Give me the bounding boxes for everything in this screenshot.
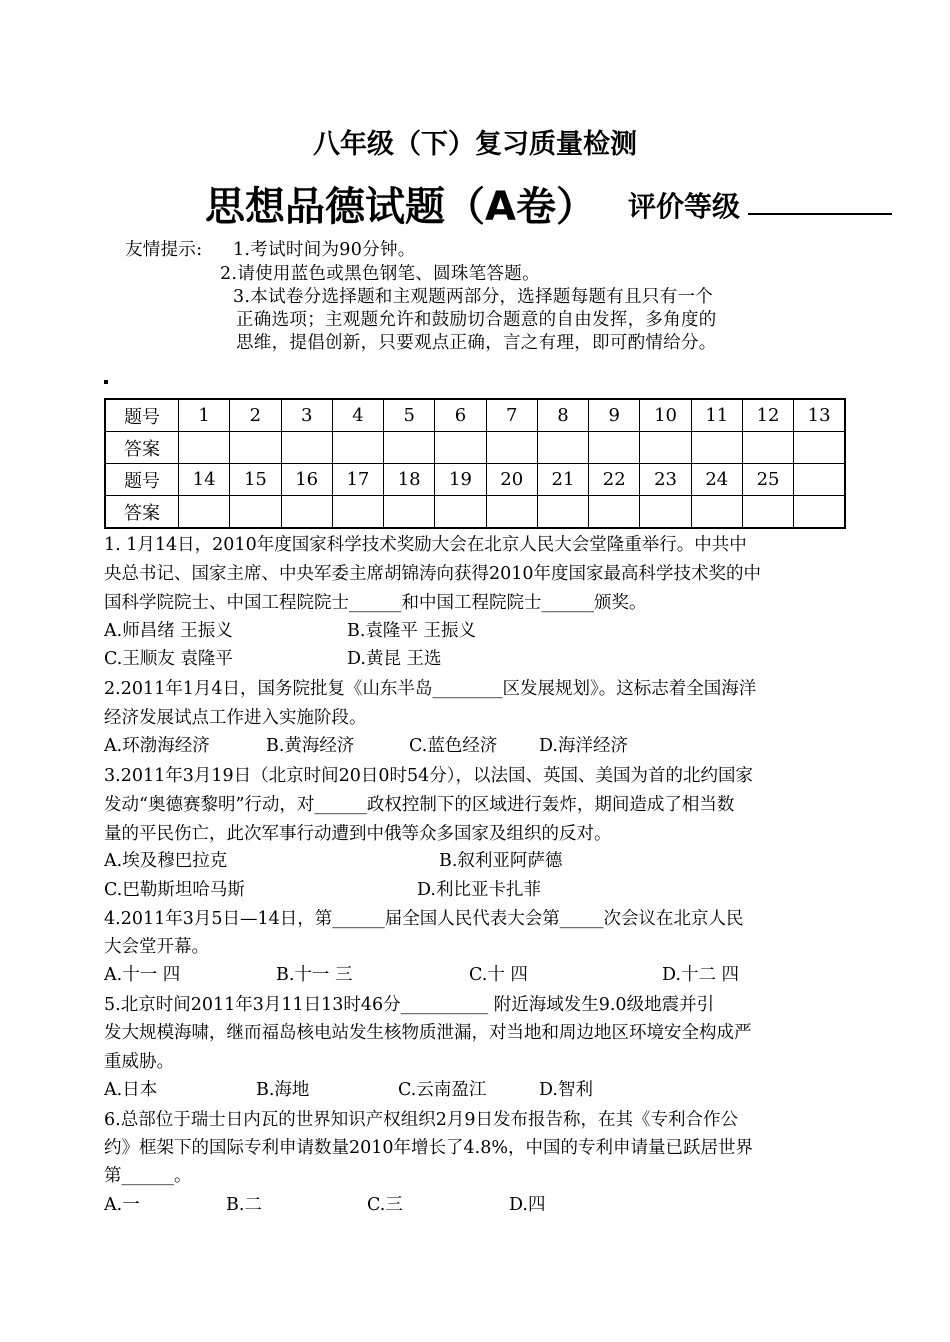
q5-stem-line-3: 重威胁。 — [104, 1052, 174, 1072]
answer-cell[interactable] — [537, 432, 588, 464]
answer-cell[interactable] — [640, 432, 691, 464]
answer-cell[interactable] — [691, 432, 742, 464]
table-row — [105, 399, 845, 432]
q4-stem-line-2: 大会堂开幕。 — [104, 937, 209, 957]
q3-stem-line-1: 3.2011年3月19日（北京时间20日0时54分），以法国、英国、美国为首的北约国家 — [104, 766, 754, 786]
q2-stem-line-2: 经济发展试点工作进入实施阶段。 — [104, 708, 367, 728]
q2-option-c: C.蓝色经济 — [409, 736, 498, 756]
question-number-cell: 7 — [486, 399, 537, 432]
question-number-cell: 11 — [691, 399, 742, 432]
tip-line-3c: 思维，提倡创新，只要观点正确，言之有理，即可酌情给分。 — [236, 333, 717, 353]
table-row — [105, 496, 845, 529]
q6-stem-line-3: 第______。 — [104, 1166, 192, 1186]
q5-option-b: B.海地 — [256, 1080, 310, 1100]
answer-cell[interactable] — [794, 496, 845, 529]
answer-cell[interactable] — [179, 496, 230, 529]
answer-cell[interactable] — [794, 432, 845, 464]
question-number-cell: 9 — [589, 399, 640, 432]
question-number-cell: 8 — [537, 399, 588, 432]
q3-stem-line-2: 发动“奥德赛黎明”行动，对______政权控制下的区域进行轰炸，期间造成了相当数 — [104, 795, 735, 815]
answer-cell[interactable] — [384, 432, 435, 464]
question-number-cell: 20 — [486, 464, 537, 496]
question-number-cell: 4 — [332, 399, 383, 432]
q2-option-b: B.黄海经济 — [266, 736, 355, 756]
answer-cell[interactable] — [742, 496, 793, 529]
q1-stem-line-2: 央总书记、国家主席、中央军委主席胡锦涛向获得2010年度国家最高科学技术奖的中 — [104, 564, 762, 584]
answer-cell[interactable] — [486, 432, 537, 464]
tip-line-3b: 正确选项；主观题允许和鼓励切合题意的自由发挥，多角度的 — [236, 310, 717, 330]
stray-dot — [104, 380, 108, 384]
answer-cell[interactable] — [332, 432, 383, 464]
q6-option-b: B.二 — [226, 1195, 262, 1215]
q6-option-a: A.一 — [104, 1195, 140, 1215]
question-number-cell: 23 — [640, 464, 691, 496]
answer-sheet-table — [104, 398, 846, 529]
q4-option-a: A.十一 四 — [104, 965, 181, 985]
answer-cell[interactable] — [179, 432, 230, 464]
tip-line-2: 2.请使用蓝色或黑色钢笔、圆珠笔答题。 — [220, 264, 540, 284]
answer-cell[interactable] — [435, 496, 486, 529]
q5-stem-line-2: 发大规模海啸，继而福岛核电站发生核物质泄漏，对当地和周边地区环境安全构成严 — [104, 1023, 752, 1043]
question-number-cell: 5 — [384, 399, 435, 432]
answer-cell[interactable] — [230, 432, 281, 464]
answer-cell[interactable] — [435, 432, 486, 464]
question-number-cell — [794, 464, 845, 496]
q1-stem-line-3: 国科学院院士、中国工程院院士______和中国工程院院士______颁奖。 — [104, 593, 647, 613]
question-number-cell: 10 — [640, 399, 691, 432]
question-number-cell: 21 — [537, 464, 588, 496]
table-row — [105, 464, 845, 496]
q3-option-b: B.叙利亚阿萨德 — [439, 851, 563, 871]
q1-option-a: A.师昌绪 王振义 — [104, 621, 233, 641]
row-label-answer: 答案 — [105, 496, 179, 529]
answer-cell[interactable] — [230, 496, 281, 529]
q6-stem-line-2: 约》框架下的国际专利申请数量2010年增长了4.8%，中国的专利申请量已跃居世界 — [104, 1138, 753, 1158]
answer-cell[interactable] — [281, 496, 332, 529]
answer-cell[interactable] — [691, 496, 742, 529]
grade-label: 评价等级 — [628, 190, 741, 223]
question-number-cell: 2 — [230, 399, 281, 432]
q2-option-a: A.环渤海经济 — [104, 736, 210, 756]
exam-header-title: 八年级（下）复习质量检测 — [313, 129, 637, 160]
question-number-cell: 24 — [691, 464, 742, 496]
q3-option-c: C.巴勒斯坦哈马斯 — [104, 880, 245, 900]
q6-option-c: C.三 — [367, 1195, 403, 1215]
table-row — [105, 432, 845, 464]
q5-option-c: C.云南盈江 — [398, 1080, 487, 1100]
question-number-cell: 13 — [794, 399, 845, 432]
exam-subject-title: 思想品德试题（A卷） — [205, 184, 596, 230]
q1-option-b: B.袁隆平 王振义 — [347, 621, 476, 641]
row-label-number: 题号 — [105, 464, 179, 496]
answer-cell[interactable] — [332, 496, 383, 529]
question-number-cell: 19 — [435, 464, 486, 496]
q6-stem-line-1: 6.总部位于瑞士日内瓦的世界知识产权组织2月9日发布报告称，在其《专利合作公 — [104, 1110, 738, 1130]
answer-cell[interactable] — [384, 496, 435, 529]
q5-stem-line-1: 5.北京时间2011年3月11日13时46分__________ 附近海域发生9.0级地震并引 — [104, 995, 715, 1015]
question-number-cell: 22 — [589, 464, 640, 496]
question-number-cell: 25 — [742, 464, 793, 496]
tip-line-1: 1.考试时间为90分钟。 — [233, 240, 416, 260]
q4-option-c: C.十 四 — [469, 965, 528, 985]
tips-label: 友情提示: — [125, 240, 203, 260]
tip-line-3a: 3.本试卷分选择题和主观题两部分，选择题每题有且只有一个 — [233, 287, 714, 307]
q1-option-d: D.黄昆 王选 — [347, 649, 442, 669]
answer-cell[interactable] — [640, 496, 691, 529]
question-number-cell: 14 — [179, 464, 230, 496]
row-label-number: 题号 — [105, 399, 179, 432]
q4-option-b: B.十一 三 — [276, 965, 353, 985]
question-number-cell: 6 — [435, 399, 486, 432]
answer-cell[interactable] — [742, 432, 793, 464]
q5-option-a: A.日本 — [104, 1080, 158, 1100]
question-number-cell: 3 — [281, 399, 332, 432]
q5-option-d: D.智利 — [539, 1080, 593, 1100]
q1-option-c: C.王顺友 袁隆平 — [104, 649, 233, 669]
q3-stem-line-3: 量的平民伤亡，此次军事行动遭到中俄等众多国家及组织的反对。 — [104, 824, 612, 844]
question-number-cell: 15 — [230, 464, 281, 496]
q3-option-d: D.利比亚卡扎菲 — [417, 880, 541, 900]
answer-cell[interactable] — [589, 432, 640, 464]
q2-option-d: D.海洋经济 — [539, 736, 628, 756]
grade-blank-line — [748, 213, 892, 215]
q4-option-d: D.十二 四 — [662, 965, 740, 985]
q3-option-a: A.埃及穆巴拉克 — [104, 851, 228, 871]
q2-stem-line-1: 2.2011年1月4日，国务院批复《山东半岛________区发展规划》。这标志着全国海洋 — [104, 679, 757, 699]
answer-cell[interactable] — [281, 432, 332, 464]
q6-option-d: D.四 — [509, 1195, 546, 1215]
q1-stem-line-1: 1. 1月14日，2010年度国家科学技术奖励大会在北京人民大会堂隆重举行。中共中 — [104, 535, 747, 555]
answer-cell[interactable] — [537, 496, 588, 529]
question-number-cell: 16 — [281, 464, 332, 496]
answer-cell[interactable] — [486, 496, 537, 529]
row-label-answer: 答案 — [105, 432, 179, 464]
question-number-cell: 1 — [179, 399, 230, 432]
question-number-cell: 12 — [742, 399, 793, 432]
question-number-cell: 18 — [384, 464, 435, 496]
question-number-cell: 17 — [332, 464, 383, 496]
answer-cell[interactable] — [589, 496, 640, 529]
q4-stem-line-1: 4.2011年3月5日—14日，第______届全国人民代表大会第_____次会议在北京人民 — [104, 909, 744, 929]
